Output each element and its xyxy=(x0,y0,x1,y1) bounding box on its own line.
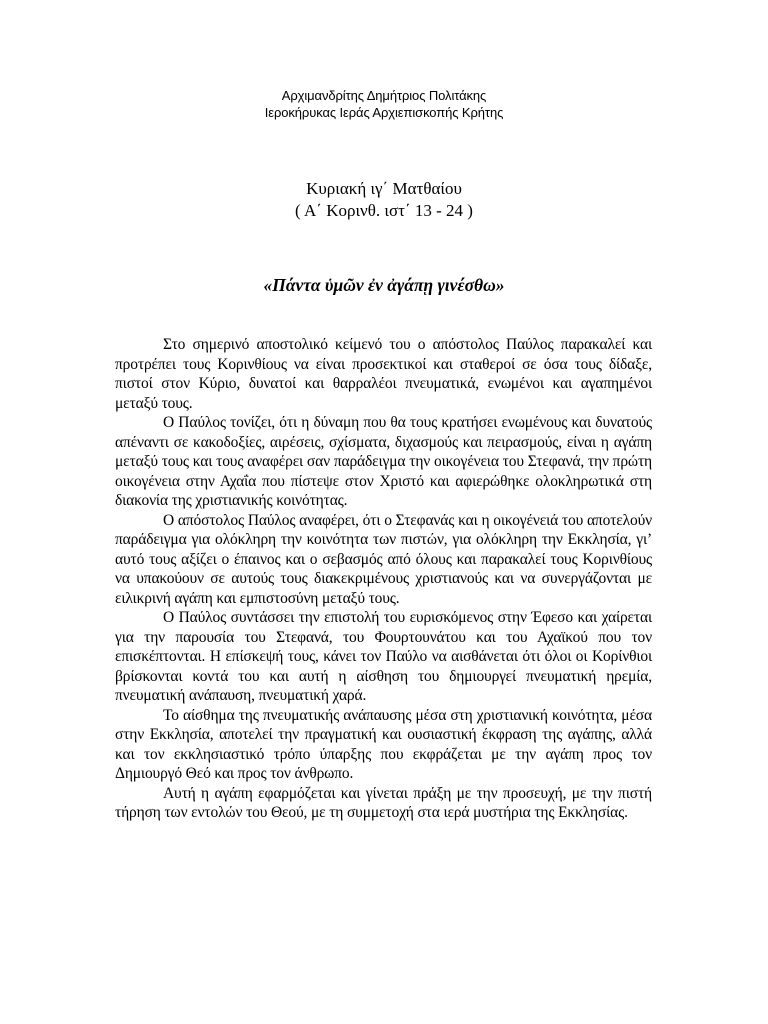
paragraph: Ο Παύλος συντάσσει την επιστολή του ευρισκόμενος στην Έφεσο και χαίρεται για την παρουσία του Στεφανά, του Φουρτουνάτου και του Αχαϊκού που τον επισκέπτονται. Η επίσκεψή τους, κάνει τον Παύλο να αισθάνεται ότι όλοι οι Κορίνθιοι βρίσκονται κοντά του και αυτή η αίσθηση του δημιουργεί πνευματική ηρεμία, πνευματική ανάπαυση, πνευματική χαρά. xyxy=(115,609,652,704)
author-block xyxy=(0,87,768,121)
occasion-day: Κυριακή ιγ΄ Ματθαίου xyxy=(306,179,462,198)
paragraph: Αυτή η αγάπη εφαρμόζεται και γίνεται πράξη με την προσευχή, με την πιστή τήρηση των εντολών του Θεού, με τη συμμετοχή στα ιερά μυστήρια της Εκκλησίας. xyxy=(115,784,652,821)
paragraph: Στο σημερινό αποστολικό κείμενό του ο απόστολος Παύλος παρακαλεί και προτρέπει τους Κορινθίους να είναι προσεκτικοί και σταθεροί σε όσα τους δίδαξε, πιστοί στον Κύριο, δυνατοί και θαρραλέοι πνευματικά, ενωμένοι και αγαπημένοι μεταξύ τους. xyxy=(115,336,652,412)
author-name: Αρχιμανδρίτης Δημήτριος Πολιτάκης xyxy=(281,88,487,103)
sermon-body xyxy=(115,335,652,823)
paragraph: Ο απόστολος Παύλος αναφέρει, ότι ο Στεφανάς και η οικογένειά του αποτελούν παράδειγμα για ολόκληρη την κοινότητα των πιστών, για ολόκληρη την Εκκλησία, γι’ αυτό τους αξίζει ο έπαινος και ο σεβασμός από όλους και παρακαλεί τους Κορινθίους να υπακούουν σε αυτούς τους διακεκριμένους χριστιανούς και να συνεργάζονται με ειλικρινή αγάπη και εμπιστοσύνη μεταξύ τους. xyxy=(115,511,652,607)
author-role: Ιεροκήρυκας Ιεράς Αρχιεπισκοπής Κρήτης xyxy=(264,105,504,120)
occasion-reading: ( Α΄ Κορινθ. ιστ΄ 13 - 24 ) xyxy=(295,201,473,220)
occasion-block xyxy=(0,178,768,222)
paragraph: Ο Παύλος τονίζει, ότι η δύναμη που θα τους κρατήσει ενωμένους και δυνατούς απέναντι σε κακοδοξίες, αιρέσεις, σχίσματα, διχασμούς και πειρασμούς, είναι η αγάπη μεταξύ τους και τους αναφέρει σαν παράδειγμα την οικογένεια του Στεφανά, την πρώτη οικογένεια στην Αχαΐα που πίστεψε στον Χριστό και αφιερώθηκε ολοκληρωτικά στη διακονία της χριστιανικής κοινότητας. xyxy=(115,414,652,509)
sermon-title: «Πάντα ὑμῶν ἐν ἀγάπῃ γινέσθω» xyxy=(263,275,505,295)
paragraph: Το αίσθημα της πνευματικής ανάπαυσης μέσα στη χριστιανική κοινότητα, μέσα στην Εκκλησία, αποτελεί την πραγματική και ουσιαστική έκφραση της αγάπης, αλλά και τον εκκλησιαστικό τρόπο ύπαρξης που εκφράζεται με την αγάπη προς τον Δημιουργό Θεό και προς τον άνθρωπο. xyxy=(115,706,652,782)
